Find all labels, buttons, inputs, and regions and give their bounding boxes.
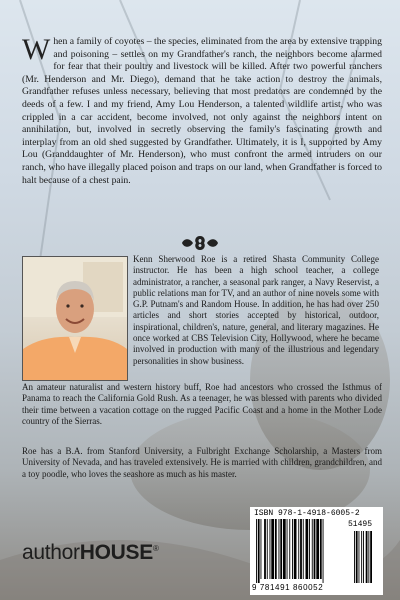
price-code: 51495 <box>348 520 373 529</box>
logo-house: HOUSE <box>79 541 153 564</box>
barcode-bar <box>303 519 304 579</box>
addon-bar <box>359 531 360 583</box>
addon-bar <box>356 531 358 583</box>
isbn-number: ISBN 978-1-4918-6005-2 <box>254 509 360 518</box>
barcode-bar <box>275 519 277 579</box>
publisher-logo <box>22 541 159 565</box>
logo-author: author <box>22 541 80 564</box>
author-bio-education: Roe has a B.A. from Stanford University, a Fulbright Exchange Scholarship, a Masters from University of Nevada, and has traveled extensively. He is married with children, grandchildren, and a toy poodle, who loves the seashore as much as his master. <box>22 446 382 479</box>
barcode-bar <box>309 519 310 579</box>
barcode-bar <box>323 519 324 583</box>
barcode-bar <box>306 519 309 579</box>
author-portrait <box>22 256 128 381</box>
drop-cap: W <box>22 33 51 66</box>
barcode-bar <box>280 519 282 579</box>
barcode-bar <box>264 519 266 579</box>
barcode-bar <box>283 519 286 579</box>
isbn-barcode <box>250 507 383 595</box>
blurb-text: hen a family of coyotes – the species, eliminated from the area by extensive trapping and poisoning – settles on my Grandfather's ranch, the neighbors become alarmed for fear that their poultry and livestock will be killed. After two powerful ranchers (Mr. Henderson and Mr. Diego), demand that he take action to destroy the animals, Grandfather refuses unless necessary, believing that most predators are condemned by the deeds of a few. I and my friend, Amy Lou Henderson, a talented wildlife artist, who was crippled in a car accident, become involved, not only against the neighbors intent on annihilation, but, involved in secretly observing the family's fascinating growth and interplay from an old shed suggested by Grandfather. Ultimately, it is I, supported by Amy Lou (Granddaughter of Mr. Henderson), who must confront the armed intruders on our ranch, who have illegally placed poison and traps on our land, when Grandfather is forced to halt because of a chest pain. <box>22 36 382 186</box>
barcode-bar <box>292 519 293 579</box>
addon-bar <box>368 531 369 583</box>
barcode-bar <box>314 519 316 579</box>
barcode-bar <box>267 519 268 579</box>
addon-bar <box>354 531 355 583</box>
barcode-bar <box>279 519 280 579</box>
barcode-bar <box>270 519 271 579</box>
barcode-bar <box>294 519 297 579</box>
addon-bar <box>361 531 362 583</box>
barcode-bar <box>312 519 313 579</box>
author-bio-history: An amateur naturalist and western history buff, Roe had ancestors who crossed the Isthmus of Panama to reach the California Gold Rush. As a teenager, he was blessed with parents who divided their time between a vacation cottage on the rugged Pacific Coast and a home in the Mother Lode country of the Sierras. <box>22 382 382 426</box>
barcode-digits: 9 781491 860052 <box>252 583 324 592</box>
barcode-bar <box>271 519 274 579</box>
barcode-bar <box>289 519 290 579</box>
addon-bar <box>366 531 368 583</box>
barcode-bar <box>316 519 319 579</box>
barcode-bar <box>261 519 262 579</box>
book-blurb <box>22 33 382 187</box>
registered-mark: ® <box>152 544 159 553</box>
barcode-bar <box>300 519 302 579</box>
barcode-bar <box>287 519 288 579</box>
scroll-ornament-icon <box>178 234 222 252</box>
barcode-bar <box>256 519 257 583</box>
barcode-bar <box>320 519 322 579</box>
addon-bar <box>363 531 364 583</box>
barcode-bar <box>298 519 299 579</box>
author-bio-main: Kenn Sherwood Roe is a retired Shasta Community College instructor. He has been a high school teacher, a college administrator, a rancher, a seasonal park ranger, a Navy Reservist, a public relations man for TV, and an author of nine novels some with G.P. Putnam's and Random House. In addition, he has had over 250 articles and short stories accepted by historical, outdoor, inspirational, children's, nature, general, and literary magazines. He once worked at CBS Television City, Hollywood, where he became involved in production with many of the illustrious and legendary personalities in show business. <box>133 254 379 366</box>
addon-bar <box>370 531 372 583</box>
barcode-bar <box>258 519 260 583</box>
